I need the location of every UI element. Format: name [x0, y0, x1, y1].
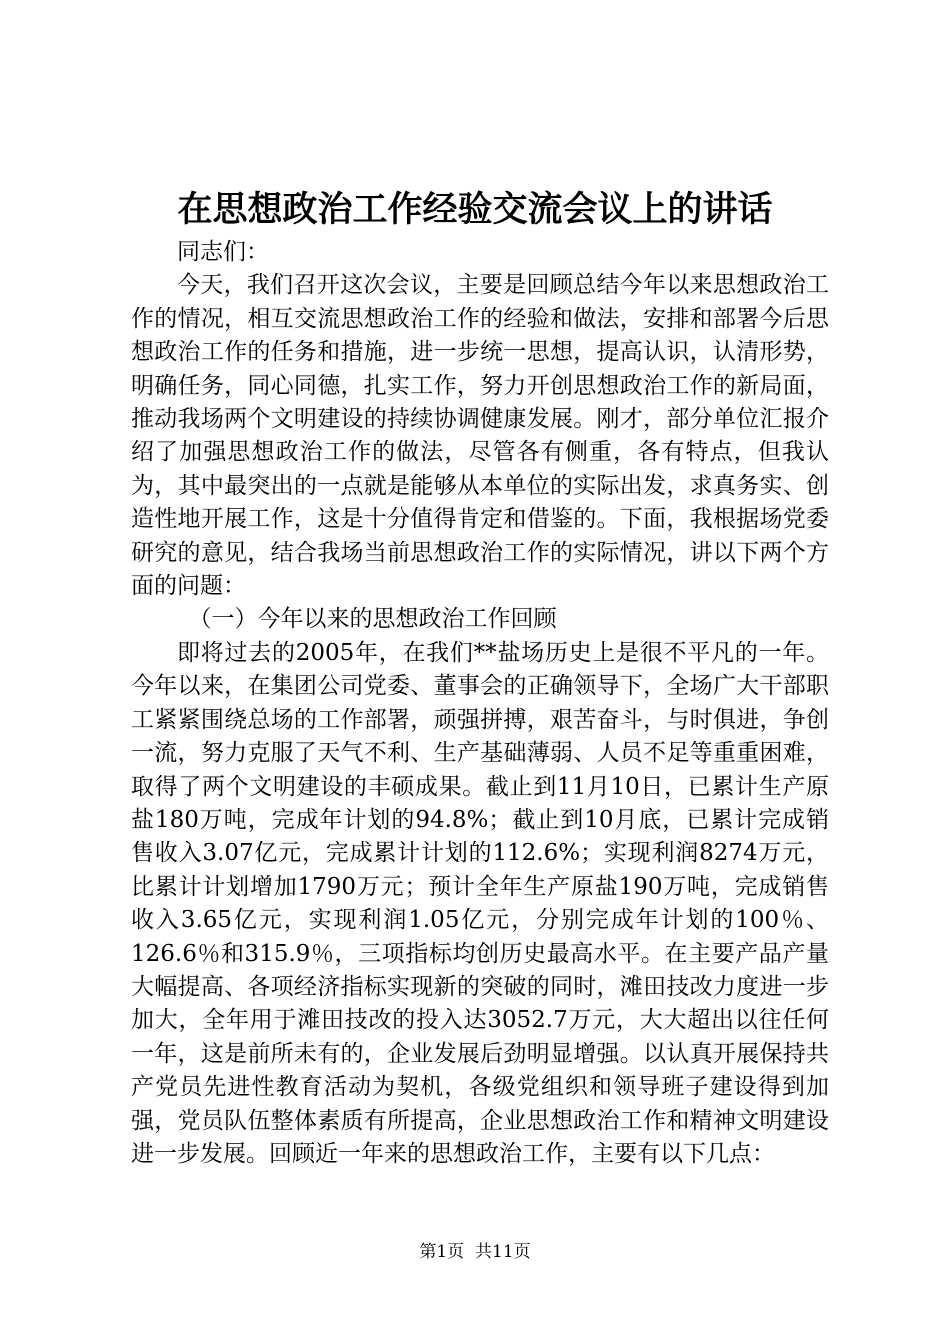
page-number: 第1页 — [419, 1242, 465, 1262]
page-footer — [0, 1240, 950, 1264]
section-heading: （一）今年以来的思想政治工作回顾 — [188, 606, 557, 633]
section-paragraph: 即将过去的2005年，在我们**盐场历史上是很不平凡的一年。今年以来，在集团公司党委、董事会的正确领导下，全场广大干部职工紧紧围绕总场的工作部署，顽强拼搏，艰苦奋斗，与时俱进，争创一流，努力克服了天气不利、生产基础薄弱、人员不足等重重困难，取得了两个文明建设的丰硕成果。截止到11月10日，已累计生产原盐180万吨，完成年计划的94.8%；截止到10月底，已累计完成销售收入3.07亿元，完成累计计划的112.6%；实现利润8274万元，比累计计划增加1790万元；预计全年生产原盐190万吨，完成销售收入3.65亿元，实现利润1.05亿元，分别完成年计划的100％、126.6％和315.9％，三项指标均创历史最高水平。在主要产品产量大幅提高、各项经济指标实现新的突破的同时，滩田技改力度进一步加大，全年用于滩田技改的投入达3052.7万元，大大超出以往任何一年，这是前所未有的，企业发展后劲明显增强。以认真开展保持共产党员先进性教育活动为契机，各级党组织和领导班子建设得到加强，党员队伍整体素质有所提高，企业思想政治工作和精神文明建设进一步发展。回顾近一年来的思想政治工作，主要有以下几点： — [131, 639, 829, 1167]
document-body — [131, 236, 829, 1171]
document-title: 在思想政治工作经验交流会议上的讲话 — [177, 189, 773, 230]
salutation: 同志们： — [177, 239, 269, 265]
page-total: 共11页 — [475, 1242, 531, 1262]
intro-paragraph: 今天，我们召开这次会议，主要是回顾总结今年以来思想政治工作的情况，相互交流思想政治工作的经验和做法，安排和部署今后思想政治工作的任务和措施，进一步统一思想，提高认识，认清形势，明确任务，同心同德，扎实工作，努力开创思想政治工作的新局面，推动我场两个文明建设的持续协调健康发展。刚才，部分单位汇报介绍了加强思想政治工作的做法，尽管各有侧重，各有特点，但我认为，其中最突出的一点就是能够从本单位的实际出发，求真务实、创造性地开展工作，这是十分值得肯定和借鉴的。下面，我根据场党委研究的意见，结合我场当前思想政治工作的实际情况，讲以下两个方面的问题： — [131, 272, 829, 600]
